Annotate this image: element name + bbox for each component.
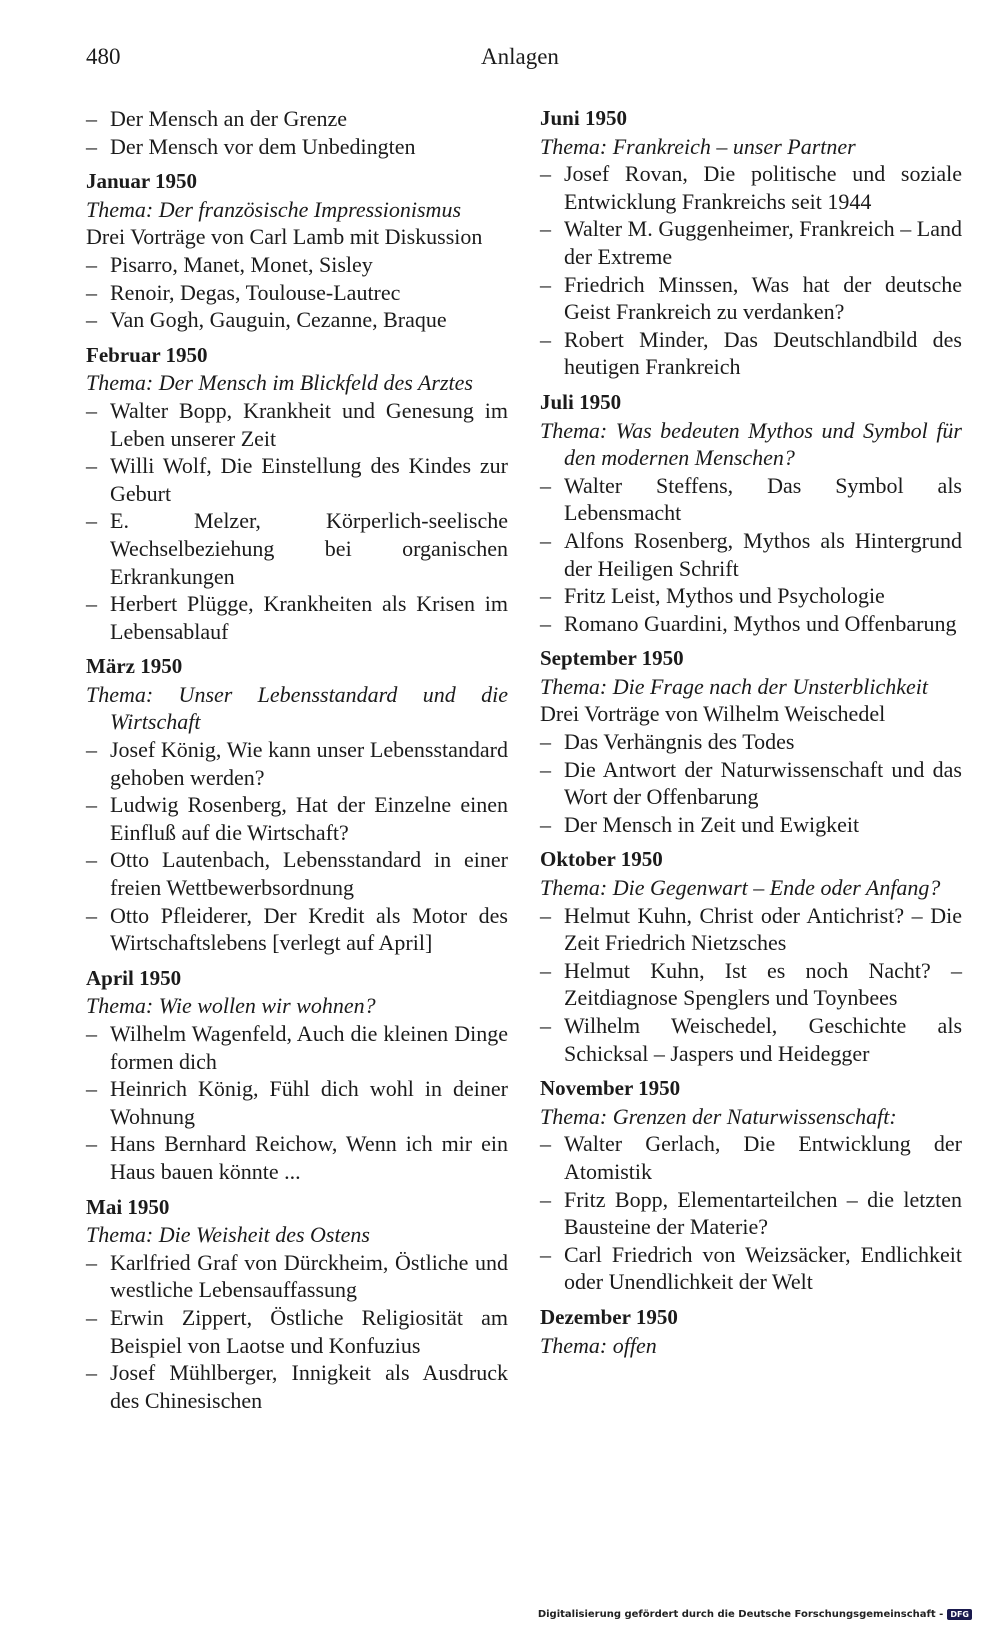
list-item (86, 279, 508, 307)
dash-bullet: – (540, 472, 551, 498)
list-item (86, 251, 508, 279)
item-text: Robert Minder, Das Deutschlandbild des heutigen Frankreich (564, 326, 962, 380)
dash-bullet: – (540, 1013, 551, 1038)
item-text: Der Mensch vor dem Unbedingten (110, 133, 416, 159)
list-item (540, 728, 962, 756)
program-month (540, 846, 962, 1067)
item-text: Willi Wolf, Die Einstellung des Kindes zur Geburt (110, 453, 508, 506)
item-text: Hans Bernhard Reichow, Wenn ich mir ein Haus bauen könnte ... (110, 1131, 508, 1184)
list-item (540, 582, 962, 610)
item-text: Carl Friedrich von Weizsäcker, Endlichkeit oder Unendlichkeit der Welt (564, 1241, 962, 1295)
item-text: Karlfried Graf von Dürckheim, Östliche und westliche Lebensauffassung (110, 1249, 508, 1303)
credit-text: Digitalisierung gefördert durch die Deutsche Forschungsgemeinschaft - (537, 1609, 944, 1620)
item-text: Der Mensch in Zeit und Ewigkeit (564, 811, 860, 837)
month-theme: Thema: Die Weisheit des Ostens (86, 1222, 370, 1248)
dash-bullet: – (540, 583, 551, 609)
dash-bullet: – (540, 957, 551, 983)
item-text: Heinrich König, Fühl dich wohl in deiner Wohnung (110, 1076, 508, 1129)
month-theme: Thema: Die Frage nach der Unsterblichkeit (540, 673, 928, 699)
dash-bullet: – (86, 1249, 97, 1275)
list-item (540, 957, 962, 1012)
list-item (86, 507, 508, 590)
dash-bullet: – (86, 847, 97, 873)
item-text: E. Melzer, Körperlich-seelische Wechselbeziehung bei organischen Erkrankungen (110, 508, 508, 589)
month-heading: Juni 1950 (540, 106, 627, 130)
program-month (540, 105, 962, 381)
item-text: Friedrich Minssen, Was hat der deutsche Geist Frankreich zu verdanken? (564, 271, 962, 325)
page-number: 480 (86, 44, 121, 69)
lead-items (86, 105, 508, 160)
program-month (540, 389, 962, 637)
item-text: Otto Lautenbach, Lebensstandard in einer freien Wettbewerbsordnung (110, 847, 508, 901)
month-heading: September 1950 (540, 646, 684, 671)
dash-bullet: – (86, 902, 97, 928)
list-item (86, 590, 508, 645)
month-theme: Thema: Der französische Impressionismus (86, 196, 462, 222)
left-column (86, 105, 508, 1422)
list-item (540, 610, 962, 638)
month-heading: März 1950 (86, 654, 183, 679)
dash-bullet: – (540, 326, 551, 352)
program-month (86, 653, 508, 957)
month-theme: Thema: Frankreich – unser Partner (540, 133, 856, 159)
running-head: Anlagen (481, 44, 559, 69)
month-theme: Thema: Grenzen der Naturwissenschaft: (540, 1103, 897, 1129)
list-item (86, 1304, 508, 1359)
dash-bullet: – (86, 307, 97, 333)
month-heading: Dezember 1950 (540, 1304, 678, 1329)
program-month (540, 1075, 962, 1296)
dash-bullet: – (86, 453, 97, 479)
dash-bullet: – (540, 811, 551, 837)
list-item (86, 1130, 508, 1185)
program-month (540, 1304, 962, 1359)
list-item (86, 846, 508, 901)
item-text: Das Verhängnis des Todes (564, 729, 795, 755)
item-text: Herbert Plügge, Krankheiten als Krisen im Lebensablauf (110, 591, 508, 644)
month-heading: April 1950 (86, 965, 182, 990)
list-item (540, 1241, 962, 1296)
month-note: Drei Vorträge von Carl Lamb mit Diskussion (86, 224, 483, 250)
item-text: Walter Bopp, Krankheit und Genesung im Leben unserer Zeit (110, 397, 508, 451)
dash-bullet: – (86, 1360, 97, 1386)
dash-bullet: – (86, 1076, 97, 1102)
month-heading: Januar 1950 (86, 169, 198, 194)
dash-bullet: – (86, 133, 97, 159)
item-text: Josef König, Wie kann unser Lebensstandard gehoben werden? (110, 737, 508, 790)
item-text: Renoir, Degas, Toulouse-Lautrec (110, 279, 401, 305)
list-item (86, 452, 508, 507)
list-item (540, 756, 962, 811)
list-item (86, 105, 508, 133)
dash-bullet: – (86, 792, 97, 818)
program-month (86, 1194, 508, 1415)
program-month (86, 342, 508, 646)
dash-bullet: – (540, 729, 551, 755)
list-item (540, 902, 962, 957)
list-item (86, 791, 508, 846)
item-text: Der Mensch an der Grenze (110, 106, 347, 131)
list-item (540, 271, 962, 326)
dash-bullet: – (540, 216, 551, 242)
dash-bullet: – (540, 271, 551, 297)
program-month (540, 645, 962, 838)
dash-bullet: – (86, 106, 97, 131)
dash-bullet: – (86, 1021, 97, 1046)
list-item (540, 1186, 962, 1241)
item-text: Josef Rovan, Die politische und soziale Entwicklung Frankreichs seit 1944 (564, 161, 962, 214)
program-month (86, 965, 508, 1186)
list-item (540, 527, 962, 582)
dash-bullet: – (86, 251, 97, 277)
dash-bullet: – (540, 610, 551, 636)
list-item (86, 1075, 508, 1130)
dash-bullet: – (540, 902, 551, 928)
dash-bullet: – (86, 1131, 97, 1157)
item-text: Ludwig Rosenberg, Hat der Einzelne einen Einfluß auf die Wirtschaft? (110, 792, 508, 845)
month-theme: Thema: Wie wollen wir wohnen? (86, 993, 376, 1019)
dash-bullet: – (86, 279, 97, 305)
month-theme: Thema: offen (540, 1332, 657, 1358)
item-text: Romano Guardini, Mythos und Offenbarung (564, 610, 957, 636)
month-theme: Thema: Der Mensch im Blickfeld des Arztes (86, 370, 473, 396)
list-item (86, 1249, 508, 1304)
dash-bullet: – (86, 397, 97, 423)
dash-bullet: – (86, 591, 97, 617)
dash-bullet: – (540, 527, 551, 553)
month-heading: Mai 1950 (86, 1194, 170, 1219)
item-text: Van Gogh, Gauguin, Cezanne, Braque (110, 307, 447, 333)
item-text: Walter Steffens, Das Symbol als Lebensmacht (564, 472, 962, 526)
item-text: Die Antwort der Naturwissenschaft und das Wort der Offenbarung (564, 756, 962, 810)
dash-bullet: – (540, 1186, 551, 1212)
item-text: Fritz Leist, Mythos und Psychologie (564, 583, 885, 609)
program-month (86, 168, 508, 334)
dash-bullet: – (86, 1304, 97, 1330)
dash-bullet: – (540, 756, 551, 782)
item-text: Erwin Zippert, Östliche Religiosität am Beispiel von Laotse und Konfuzius (110, 1304, 508, 1358)
month-heading: Oktober 1950 (540, 847, 663, 872)
list-item (540, 326, 962, 381)
list-item (86, 902, 508, 957)
item-text: Wilhelm Wagenfeld, Auch die kleinen Dinge formen dich (110, 1021, 508, 1074)
list-item (86, 736, 508, 791)
list-item (540, 160, 962, 215)
page-header (86, 44, 956, 80)
list-item (540, 1012, 962, 1067)
dash-bullet: – (540, 1131, 551, 1157)
month-theme: Thema: Unser Lebensstandard und die Wirtschaft (86, 681, 508, 735)
item-text: Helmut Kuhn, Christ oder Antichrist? – Die Zeit Friedrich Nietzsches (564, 902, 962, 956)
list-item (540, 811, 962, 839)
item-text: Alfons Rosenberg, Mythos als Hintergrund der Heiligen Schrift (564, 527, 962, 581)
month-heading: November 1950 (540, 1076, 681, 1101)
item-text: Pisarro, Manet, Monet, Sisley (110, 251, 373, 277)
month-note: Drei Vorträge von Wilhelm Weischedel (540, 701, 886, 727)
item-text: Wilhelm Weischedel, Geschichte als Schicksal – Jaspers und Heidegger (564, 1013, 962, 1066)
list-item (540, 472, 962, 527)
list-item (86, 1020, 508, 1075)
list-item (540, 215, 962, 270)
month-heading: Juli 1950 (540, 389, 622, 414)
dash-bullet: – (86, 508, 97, 534)
dash-bullet: – (540, 161, 551, 187)
right-column (540, 105, 962, 1367)
item-text: Walter Gerlach, Die Entwicklung der Atomistik (564, 1131, 962, 1184)
dash-bullet: – (540, 1241, 551, 1267)
list-item (86, 133, 508, 161)
month-theme: Thema: Die Gegenwart – Ende oder Anfang? (540, 875, 941, 901)
list-item (86, 306, 508, 334)
list-item (86, 397, 508, 452)
month-heading: Februar 1950 (86, 342, 208, 367)
dash-bullet: – (86, 737, 97, 763)
item-text: Otto Pfleiderer, Der Kredit als Motor des Wirtschaftslebens [verlegt auf April] (110, 902, 508, 956)
list-item (86, 1359, 508, 1414)
digitization-credit (538, 1609, 972, 1620)
list-item (540, 1130, 962, 1185)
item-text: Walter M. Guggenheimer, Frankreich – Land der Extreme (564, 216, 962, 269)
dfg-logo-icon: DFG (947, 1609, 972, 1620)
item-text: Fritz Bopp, Elementarteilchen – die letzten Bausteine der Materie? (564, 1186, 962, 1240)
item-text: Josef Mühlberger, Innigkeit als Ausdruck des Chinesischen (110, 1360, 508, 1413)
item-text: Helmut Kuhn, Ist es noch Nacht? – Zeitdiagnose Spenglers und Toynbees (564, 957, 962, 1011)
month-theme: Thema: Was bedeuten Mythos und Symbol für den modernen Menschen? (540, 417, 962, 471)
